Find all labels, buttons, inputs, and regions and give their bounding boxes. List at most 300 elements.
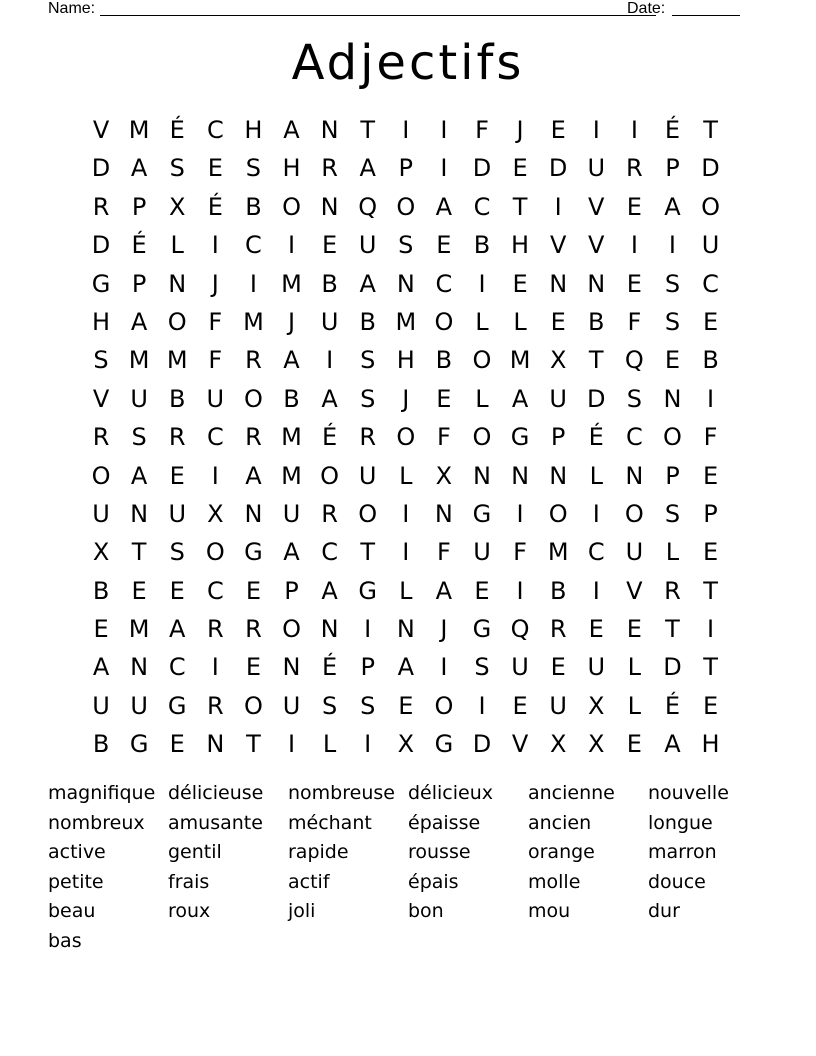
word-list-item: actif — [288, 870, 330, 893]
grid-letter: T — [360, 538, 376, 567]
grid-letter: F — [208, 307, 223, 336]
grid-letter: I — [402, 499, 410, 528]
grid-letter: E — [245, 576, 261, 605]
grid-letter: I — [554, 192, 562, 221]
grid-letter: A — [359, 269, 376, 298]
grid-letter: E — [588, 615, 604, 644]
grid-letter: I — [440, 116, 448, 144]
grid-letter: O — [205, 538, 225, 567]
grid-letter: A — [321, 576, 338, 605]
word-list-item: rapide — [288, 841, 349, 864]
word-list-item: délicieuse — [168, 782, 264, 804]
word-list-item: bon — [408, 900, 444, 923]
grid-letter: N — [282, 653, 301, 682]
grid-letter: É — [322, 423, 338, 452]
grid-letter: S — [321, 691, 338, 720]
name-label: Name: — [48, 0, 96, 17]
grid-letter: L — [399, 461, 413, 490]
grid-letter: M — [509, 346, 531, 375]
grid-letter: C — [206, 423, 224, 452]
grid-letter: I — [402, 538, 410, 567]
word-list-item: gentil — [168, 841, 222, 864]
word-list-item: orange — [528, 841, 595, 864]
grid-letter: R — [321, 499, 338, 528]
grid-letter: L — [589, 461, 603, 490]
word-list-item: active — [48, 841, 106, 864]
grid-letter: S — [131, 423, 147, 452]
grid-letter: A — [511, 384, 529, 413]
grid-letter: G — [434, 730, 454, 759]
word-list-item: rousse — [408, 841, 471, 864]
grid-letter: U — [320, 307, 339, 336]
grid-letter: U — [92, 691, 110, 720]
grid-letter: A — [397, 653, 414, 682]
grid-letter: E — [626, 192, 642, 221]
grid-letter: D — [91, 154, 111, 183]
grid-letter: D — [701, 154, 720, 183]
grid-letter: C — [625, 423, 643, 452]
grid-letter: B — [92, 730, 110, 759]
grid-letter: B — [359, 307, 376, 336]
grid-letter: M — [128, 615, 150, 644]
grid-letter: B — [245, 192, 262, 221]
word-list-item: frais — [168, 870, 210, 893]
word-list-item: longue — [648, 811, 713, 834]
grid-letter: A — [359, 154, 376, 183]
grid-letter: I — [478, 691, 486, 720]
grid-letter: O — [701, 192, 720, 221]
grid-letter: N — [320, 615, 339, 644]
grid-letter: S — [474, 653, 490, 682]
grid-letter: G — [510, 423, 530, 452]
grid-letter: C — [435, 269, 453, 298]
word-list-item: nombreux — [48, 811, 145, 834]
grid-letter: O — [282, 615, 301, 644]
grid-letter: N — [663, 384, 682, 413]
grid-letter: U — [358, 231, 377, 260]
grid-letter: L — [399, 576, 413, 605]
grid-letter: B — [321, 269, 338, 298]
grid-letter: T — [703, 576, 718, 605]
grid-letter: E — [550, 653, 566, 682]
grid-letter: E — [93, 615, 109, 644]
grid-letter: M — [281, 461, 302, 490]
grid-letter: A — [435, 192, 453, 221]
grid-letter: N — [549, 461, 568, 490]
grid-letter: I — [516, 499, 524, 528]
grid-letter: I — [707, 615, 715, 644]
grid-letter: X — [397, 730, 415, 759]
grid-letter: X — [549, 346, 567, 375]
grid-letter: R — [626, 154, 643, 183]
grid-letter: C — [702, 269, 719, 298]
grid-letter: V — [92, 116, 110, 144]
grid-letter: R — [549, 615, 567, 644]
grid-letter: Q — [624, 346, 644, 375]
grid-letter: É — [664, 116, 681, 144]
grid-letter: R — [168, 423, 186, 452]
grid-letter: J — [287, 307, 296, 336]
grid-letter: E — [322, 231, 338, 260]
grid-letter: É — [664, 691, 681, 720]
grid-letter: S — [169, 154, 185, 183]
grid-letter: I — [287, 730, 296, 759]
grid-letter: X — [169, 192, 186, 221]
grid-letter: J — [516, 116, 524, 144]
grid-letter: G — [244, 538, 263, 567]
grid-letter: E — [626, 615, 642, 644]
word-list — [48, 779, 768, 957]
grid-letter: E — [245, 653, 261, 682]
grid-letter: S — [626, 384, 642, 413]
grid-letter: F — [513, 538, 527, 567]
grid-letter: U — [168, 499, 187, 528]
grid-letter: T — [588, 346, 604, 375]
grid-letter: L — [475, 307, 489, 336]
grid-letter: L — [322, 730, 337, 759]
word-list-item: délicieux — [408, 782, 494, 804]
grid-letter: S — [169, 538, 185, 567]
grid-letter: V — [92, 384, 110, 413]
grid-letter: P — [550, 423, 566, 452]
word-list-item: amusante — [168, 811, 263, 834]
grid-letter: F — [208, 346, 223, 375]
grid-letter: X — [92, 538, 110, 567]
grid-letter: O — [243, 691, 263, 720]
grid-letter: N — [130, 499, 149, 528]
grid-letter: I — [211, 231, 219, 260]
grid-letter: N — [511, 461, 530, 490]
grid-letter: U — [549, 384, 567, 413]
grid-letter: U — [282, 499, 301, 528]
grid-letter: P — [398, 154, 414, 183]
grid-letter: G — [167, 691, 187, 720]
grid-letter: A — [664, 192, 681, 221]
grid-letter: H — [396, 346, 415, 375]
word-list-item: petite — [48, 870, 104, 893]
grid-letter: U — [130, 384, 148, 413]
grid-letter: A — [92, 653, 110, 682]
grid-letter: A — [130, 307, 148, 336]
grid-letter: B — [549, 576, 567, 605]
grid-letter: X — [435, 461, 453, 490]
grid-letter: V — [626, 576, 643, 605]
grid-letter: L — [170, 231, 184, 260]
grid-letter: M — [166, 346, 188, 375]
grid-letter: B — [473, 231, 491, 260]
grid-letter: C — [321, 538, 338, 567]
grid-letter: T — [665, 615, 680, 644]
name-blank-line — [100, 15, 656, 16]
grid-letter: M — [243, 307, 264, 336]
grid-letter: D — [472, 730, 492, 759]
grid-letter: I — [249, 269, 257, 298]
grid-letter: I — [287, 231, 296, 260]
grid-letter: F — [475, 116, 489, 144]
grid-letter: O — [282, 192, 301, 221]
grid-letter: O — [396, 423, 416, 452]
grid-letter: I — [326, 346, 334, 375]
grid-letter: P — [131, 269, 147, 298]
grid-letter: U — [549, 691, 567, 720]
grid-letter: I — [668, 231, 676, 260]
word-list-item: dur — [648, 900, 680, 923]
grid-letter: O — [358, 499, 378, 528]
grid-letter: L — [665, 538, 680, 567]
grid-letter: O — [91, 461, 111, 490]
grid-letter: D — [91, 231, 111, 260]
grid-letter: É — [131, 231, 147, 260]
word-list-item: mou — [528, 900, 571, 923]
grid-letter: B — [169, 384, 186, 413]
grid-letter: A — [283, 538, 300, 567]
grid-letter: M — [281, 423, 302, 452]
grid-letter: I — [440, 154, 448, 183]
grid-letter: T — [246, 730, 261, 759]
word-list-item: méchant — [288, 811, 372, 834]
grid-letter: A — [130, 154, 148, 183]
grid-letter: M — [395, 307, 417, 336]
grid-letter: E — [169, 461, 185, 490]
grid-letter: A — [664, 730, 681, 759]
grid-letter: E — [664, 346, 681, 375]
grid-letter: E — [626, 269, 642, 298]
grid-letter: V — [511, 730, 529, 759]
grid-letter: G — [472, 499, 492, 528]
grid-letter: S — [398, 231, 414, 260]
word-list-item: roux — [168, 900, 211, 923]
grid-letter: S — [664, 269, 681, 298]
grid-letter: B — [435, 346, 453, 375]
word-list-item: ancienne — [528, 782, 615, 804]
grid-letter: I — [402, 116, 410, 144]
grid-letter: U — [701, 231, 720, 260]
grid-letter: S — [360, 346, 376, 375]
grid-letter: C — [245, 231, 262, 260]
grid-letter: T — [131, 538, 147, 567]
grid-letter: I — [630, 231, 638, 260]
grid-letter: N — [320, 116, 339, 144]
grid-letter: I — [440, 653, 448, 682]
grid-letter: U — [625, 538, 644, 567]
grid-letter: C — [587, 538, 605, 567]
grid-letter: M — [547, 538, 569, 567]
grid-letter: I — [592, 499, 600, 528]
grid-letter: B — [283, 384, 300, 413]
grid-letter: I — [592, 576, 600, 605]
grid-letter: E — [436, 384, 452, 413]
grid-letter: I — [364, 730, 372, 759]
grid-letter: C — [206, 116, 224, 144]
grid-letter: J — [440, 615, 448, 644]
grid-letter: G — [91, 269, 111, 298]
grid-letter: J — [402, 384, 410, 413]
word-list-item: douce — [648, 870, 706, 893]
grid-letter: I — [707, 384, 715, 413]
grid-letter: F — [627, 307, 642, 336]
grid-letter: R — [359, 423, 377, 452]
grid-letter: D — [663, 653, 682, 682]
grid-letter: N — [473, 461, 491, 490]
grid-letter: F — [436, 538, 451, 567]
grid-letter: O — [320, 461, 340, 490]
grid-letter: E — [169, 730, 185, 759]
grid-letter: L — [627, 691, 642, 720]
grid-letter: G — [358, 576, 377, 605]
grid-letter: Q — [510, 615, 530, 644]
grid-letter: I — [478, 269, 486, 298]
grid-letter: G — [129, 730, 149, 759]
grid-letter: P — [665, 154, 680, 183]
grid-letter: B — [702, 346, 719, 375]
grid-letter: U — [282, 691, 301, 720]
grid-letter: X — [549, 730, 567, 759]
grid-letter: T — [703, 116, 718, 144]
grid-letter: P — [284, 576, 299, 605]
grid-letter: O — [472, 346, 492, 375]
grid-letter: E — [398, 691, 414, 720]
grid-letter: O — [624, 499, 644, 528]
grid-letter: E — [550, 116, 566, 144]
grid-letter: U — [473, 538, 491, 567]
grid-letter: P — [131, 192, 147, 221]
word-list-item: nombreuse — [288, 782, 395, 804]
word-list-item: épais — [408, 870, 459, 893]
grid-letter: U — [206, 384, 225, 413]
word-list-item: joli — [288, 900, 316, 923]
grid-letter: E — [512, 269, 528, 298]
grid-letter: N — [587, 269, 606, 298]
grid-letter: R — [245, 615, 262, 644]
grid-letter: E — [131, 576, 147, 605]
grid-letter: R — [245, 423, 262, 452]
grid-letter: É — [207, 192, 223, 221]
grid-letter: R — [245, 346, 262, 375]
grid-letter: R — [206, 691, 224, 720]
grid-letter: X — [207, 499, 224, 528]
grid-letter: R — [206, 615, 224, 644]
grid-letter: O — [167, 307, 187, 336]
date-blank-line — [672, 15, 740, 16]
grid-letter: I — [211, 461, 219, 490]
grid-letter: N — [396, 269, 415, 298]
date-label: Date: — [627, 0, 666, 17]
grid-letter: B — [92, 576, 110, 605]
word-list-item: marron — [648, 841, 717, 864]
grid-letter: N — [434, 499, 453, 528]
grid-letter: U — [587, 653, 606, 682]
grid-letter: R — [664, 576, 681, 605]
grid-letter: H — [92, 307, 111, 336]
word-list-item: beau — [48, 900, 96, 923]
grid-letter: A — [321, 384, 338, 413]
grid-letter: N — [396, 615, 415, 644]
grid-letter: L — [513, 307, 527, 336]
grid-letter: E — [512, 154, 528, 183]
grid-letter: E — [474, 576, 490, 605]
grid-letter: E — [702, 461, 719, 490]
grid-letter: E — [702, 307, 719, 336]
grid-letter: O — [396, 192, 416, 221]
grid-letter: U — [358, 461, 377, 490]
grid-letter: G — [472, 615, 492, 644]
grid-letter: L — [627, 653, 642, 682]
grid-letter: S — [664, 499, 681, 528]
grid-letter: P — [665, 461, 680, 490]
grid-letter: N — [206, 730, 225, 759]
grid-letter: I — [630, 116, 638, 144]
grid-letter: C — [168, 653, 186, 682]
grid-letter: E — [626, 730, 642, 759]
grid-letter: M — [128, 346, 150, 375]
grid-letter: U — [92, 499, 110, 528]
grid-letter: A — [169, 615, 186, 644]
grid-letter: H — [701, 730, 720, 759]
grid-letter: É — [588, 423, 604, 452]
grid-letter: S — [360, 691, 376, 720]
grid-letter: S — [664, 307, 681, 336]
grid-letter: E — [436, 231, 452, 260]
grid-letter: T — [703, 653, 718, 682]
grid-letter: B — [588, 307, 605, 336]
grid-letter: J — [211, 269, 219, 298]
grid-letter: R — [321, 154, 338, 183]
grid-letter: H — [282, 154, 301, 183]
grid-letter: E — [169, 576, 185, 605]
grid-letter: E — [207, 154, 223, 183]
grid-letter: M — [281, 269, 302, 298]
grid-letter: M — [128, 116, 150, 144]
word-list-item: molle — [528, 870, 581, 893]
grid-letter: E — [512, 691, 528, 720]
grid-letter: A — [283, 116, 300, 144]
grid-letter: V — [588, 192, 605, 221]
name-date-line — [48, 0, 768, 20]
word-list-item: magnifique — [48, 782, 156, 804]
grid-letter: O — [434, 691, 454, 720]
word-list-item: ancien — [528, 811, 592, 834]
grid-letter: P — [703, 499, 718, 528]
grid-letter: I — [364, 615, 372, 644]
grid-letter: V — [588, 231, 605, 260]
grid-letter: F — [703, 423, 718, 452]
grid-letter: D — [587, 384, 606, 413]
grid-letter: X — [588, 730, 605, 759]
grid-letter: N — [625, 461, 644, 490]
grid-letter: E — [702, 538, 719, 567]
word-list-item: nouvelle — [648, 782, 729, 804]
grid-letter: P — [360, 653, 375, 682]
grid-letter: O — [434, 307, 454, 336]
grid-letter: É — [169, 116, 185, 144]
grid-letter: C — [206, 576, 224, 605]
grid-letter: O — [663, 423, 682, 452]
grid-letter: O — [243, 384, 263, 413]
grid-letter: A — [130, 461, 148, 490]
grid-letter: O — [548, 499, 568, 528]
grid-letter: A — [283, 346, 300, 375]
grid-letter: R — [92, 423, 110, 452]
grid-letter: S — [245, 154, 262, 183]
grid-letter: Q — [358, 192, 378, 221]
grid-letter: C — [473, 192, 491, 221]
page-title: Adjectifs — [291, 35, 525, 91]
grid-letter: R — [92, 192, 110, 221]
grid-letter: U — [130, 691, 148, 720]
word-list-item: épaisse — [408, 811, 481, 834]
grid-letter: O — [472, 423, 492, 452]
grid-letter: F — [436, 423, 451, 452]
